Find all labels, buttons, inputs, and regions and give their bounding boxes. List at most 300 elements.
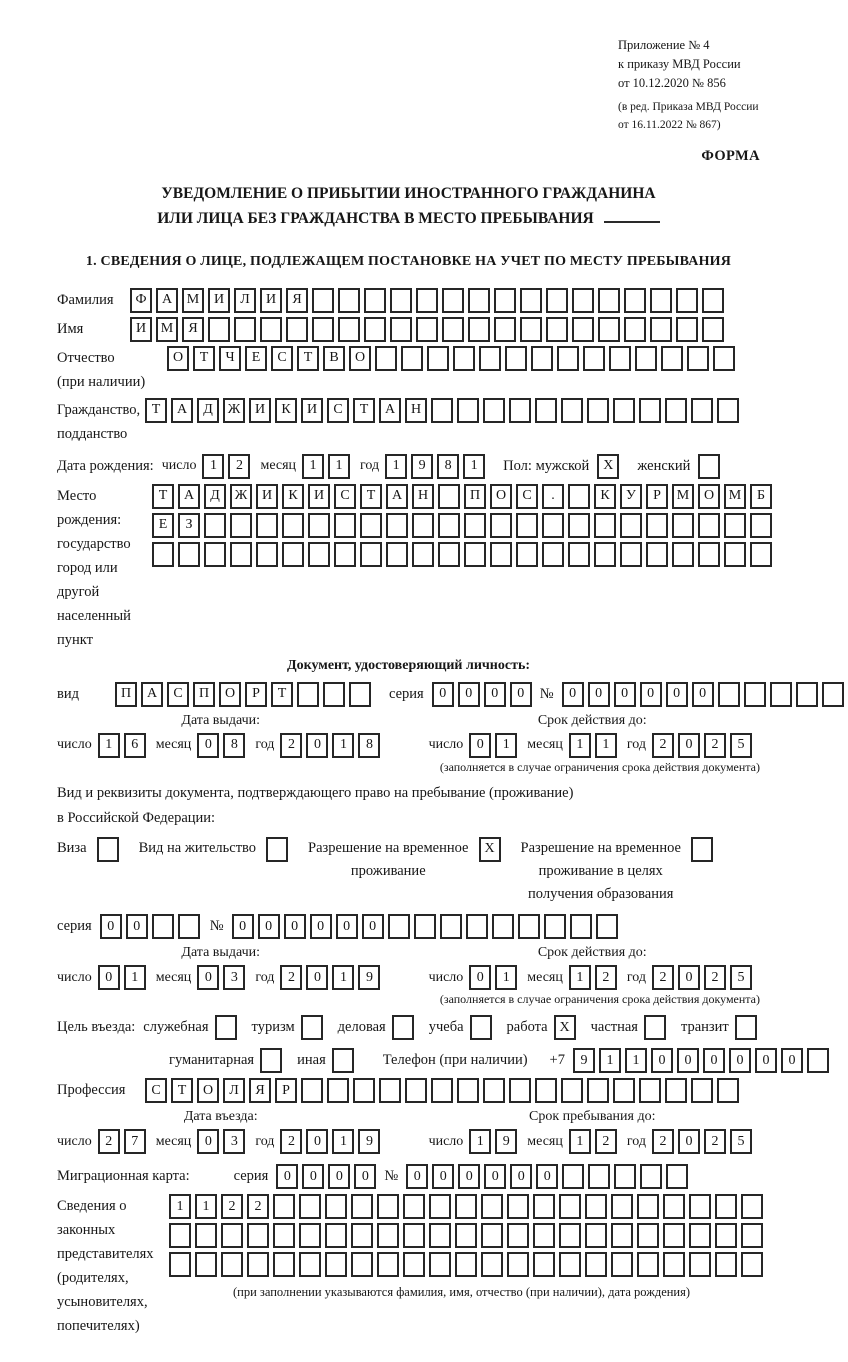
cell[interactable]: [221, 1223, 243, 1248]
cell[interactable]: 0: [536, 1164, 558, 1189]
cell[interactable]: [559, 1223, 581, 1248]
cell[interactable]: 0: [258, 914, 280, 939]
cell[interactable]: [715, 1252, 737, 1277]
cell[interactable]: [585, 1223, 607, 1248]
cell[interactable]: 0: [614, 682, 636, 707]
cell[interactable]: Л: [223, 1078, 245, 1103]
cell[interactable]: [386, 542, 408, 567]
cell[interactable]: [698, 542, 720, 567]
cell[interactable]: 2: [280, 1129, 302, 1154]
cell[interactable]: Т: [271, 682, 293, 707]
cell[interactable]: [715, 1223, 737, 1248]
cell[interactable]: 2: [704, 1129, 726, 1154]
cell[interactable]: [230, 513, 252, 538]
cell[interactable]: 3: [223, 1129, 245, 1154]
cell[interactable]: [405, 1078, 427, 1103]
cell[interactable]: [717, 398, 739, 423]
cell[interactable]: 0: [432, 1164, 454, 1189]
cell[interactable]: [676, 317, 698, 342]
cell[interactable]: [323, 682, 345, 707]
purpose-business-checkbox[interactable]: [392, 1015, 414, 1040]
cell[interactable]: [299, 1223, 321, 1248]
cell[interactable]: 1: [302, 454, 324, 479]
cell[interactable]: [614, 1164, 636, 1189]
cell[interactable]: [516, 513, 538, 538]
cell[interactable]: 0: [781, 1048, 803, 1073]
cell[interactable]: 0: [677, 1048, 699, 1073]
cell[interactable]: [325, 1194, 347, 1219]
cell[interactable]: А: [178, 484, 200, 509]
cell[interactable]: [672, 542, 694, 567]
cell[interactable]: 2: [228, 454, 250, 479]
cell[interactable]: И: [256, 484, 278, 509]
cell[interactable]: [724, 542, 746, 567]
cell[interactable]: 1: [569, 1129, 591, 1154]
cell[interactable]: [431, 1078, 453, 1103]
cell[interactable]: 0: [362, 914, 384, 939]
cell[interactable]: 0: [666, 682, 688, 707]
cell[interactable]: [494, 317, 516, 342]
cell[interactable]: [620, 513, 642, 538]
cell[interactable]: [646, 513, 668, 538]
cell[interactable]: [691, 1078, 713, 1103]
cell[interactable]: [639, 398, 661, 423]
cell[interactable]: 0: [98, 965, 120, 990]
cell[interactable]: [221, 1252, 243, 1277]
cell[interactable]: [390, 317, 412, 342]
cell[interactable]: 2: [247, 1194, 269, 1219]
cell[interactable]: [247, 1223, 269, 1248]
cell[interactable]: [807, 1048, 829, 1073]
cell[interactable]: [637, 1252, 659, 1277]
cell[interactable]: [169, 1223, 191, 1248]
cell[interactable]: [338, 317, 360, 342]
cell[interactable]: 9: [495, 1129, 517, 1154]
cell[interactable]: [377, 1252, 399, 1277]
cell[interactable]: У: [620, 484, 642, 509]
cell[interactable]: Д: [204, 484, 226, 509]
cell[interactable]: [360, 542, 382, 567]
cell[interactable]: 6: [124, 733, 146, 758]
cell[interactable]: [663, 1194, 685, 1219]
cell[interactable]: [822, 682, 844, 707]
cell[interactable]: [598, 317, 620, 342]
cell[interactable]: [505, 346, 527, 371]
cell[interactable]: [533, 1252, 555, 1277]
cell[interactable]: 0: [469, 733, 491, 758]
cell[interactable]: Е: [152, 513, 174, 538]
cell[interactable]: [596, 914, 618, 939]
cell[interactable]: [412, 513, 434, 538]
cell[interactable]: [559, 1252, 581, 1277]
cell[interactable]: [796, 682, 818, 707]
cell[interactable]: Р: [245, 682, 267, 707]
cell[interactable]: С: [271, 346, 293, 371]
cell[interactable]: З: [178, 513, 200, 538]
cell[interactable]: 0: [678, 1129, 700, 1154]
cell[interactable]: [338, 288, 360, 313]
cell[interactable]: 1: [332, 1129, 354, 1154]
cell[interactable]: [646, 542, 668, 567]
cell[interactable]: 1: [195, 1194, 217, 1219]
cell[interactable]: [624, 317, 646, 342]
cell[interactable]: 1: [495, 733, 517, 758]
cell[interactable]: [377, 1223, 399, 1248]
cell[interactable]: 7: [124, 1129, 146, 1154]
cell[interactable]: 2: [221, 1194, 243, 1219]
cell[interactable]: С: [145, 1078, 167, 1103]
cell[interactable]: 0: [232, 914, 254, 939]
cell[interactable]: [635, 346, 657, 371]
cell[interactable]: С: [167, 682, 189, 707]
cell[interactable]: [741, 1194, 763, 1219]
cell[interactable]: [568, 513, 590, 538]
cell[interactable]: [390, 288, 412, 313]
cell[interactable]: Л: [234, 288, 256, 313]
cell[interactable]: [518, 914, 540, 939]
cell[interactable]: [152, 542, 174, 567]
cell[interactable]: [535, 1078, 557, 1103]
cell[interactable]: [351, 1194, 373, 1219]
cell[interactable]: [152, 914, 174, 939]
cell[interactable]: [533, 1194, 555, 1219]
cell[interactable]: О: [490, 484, 512, 509]
cell[interactable]: 5: [730, 1129, 752, 1154]
cell[interactable]: [273, 1223, 295, 1248]
cell[interactable]: [308, 513, 330, 538]
cell[interactable]: [611, 1194, 633, 1219]
cell[interactable]: П: [464, 484, 486, 509]
cell[interactable]: [386, 513, 408, 538]
cell[interactable]: Т: [297, 346, 319, 371]
cell[interactable]: [561, 1078, 583, 1103]
visa-checkbox[interactable]: [97, 837, 119, 862]
cell[interactable]: 2: [704, 965, 726, 990]
cell[interactable]: О: [167, 346, 189, 371]
cell[interactable]: [312, 317, 334, 342]
cell[interactable]: [507, 1252, 529, 1277]
cell[interactable]: [741, 1223, 763, 1248]
cell[interactable]: [546, 288, 568, 313]
cell[interactable]: [464, 513, 486, 538]
cell[interactable]: 0: [651, 1048, 673, 1073]
cell[interactable]: [585, 1194, 607, 1219]
cell[interactable]: [312, 288, 334, 313]
cell[interactable]: 0: [484, 682, 506, 707]
cell[interactable]: 1: [332, 965, 354, 990]
cell[interactable]: [613, 1078, 635, 1103]
cell[interactable]: [455, 1194, 477, 1219]
cell[interactable]: [481, 1194, 503, 1219]
cell[interactable]: 0: [458, 1164, 480, 1189]
cell[interactable]: 0: [510, 1164, 532, 1189]
cell[interactable]: [676, 288, 698, 313]
cell[interactable]: [466, 914, 488, 939]
cell[interactable]: 2: [652, 1129, 674, 1154]
cell[interactable]: 0: [336, 914, 358, 939]
cell[interactable]: О: [219, 682, 241, 707]
cell[interactable]: [598, 288, 620, 313]
cell[interactable]: [360, 513, 382, 538]
cell[interactable]: [702, 288, 724, 313]
cell[interactable]: [744, 682, 766, 707]
cell[interactable]: [429, 1194, 451, 1219]
cell[interactable]: [741, 1252, 763, 1277]
cell[interactable]: 8: [223, 733, 245, 758]
cell[interactable]: М: [182, 288, 204, 313]
cell[interactable]: 0: [562, 682, 584, 707]
cell[interactable]: 0: [306, 733, 328, 758]
temp-residence-education-checkbox[interactable]: [691, 837, 713, 862]
cell[interactable]: Т: [360, 484, 382, 509]
cell[interactable]: Т: [353, 398, 375, 423]
cell[interactable]: Е: [245, 346, 267, 371]
purpose-tourism-checkbox[interactable]: [301, 1015, 323, 1040]
cell[interactable]: [334, 513, 356, 538]
cell[interactable]: [572, 288, 594, 313]
cell[interactable]: 0: [510, 682, 532, 707]
cell[interactable]: С: [327, 398, 349, 423]
cell[interactable]: [750, 542, 772, 567]
cell[interactable]: П: [115, 682, 137, 707]
cell[interactable]: [468, 288, 490, 313]
cell[interactable]: [624, 288, 646, 313]
cell[interactable]: [666, 1164, 688, 1189]
cell[interactable]: 1: [332, 733, 354, 758]
cell[interactable]: 1: [124, 965, 146, 990]
cell[interactable]: [520, 317, 542, 342]
cell[interactable]: [412, 542, 434, 567]
cell[interactable]: [637, 1223, 659, 1248]
cell[interactable]: [613, 398, 635, 423]
cell[interactable]: Ж: [223, 398, 245, 423]
cell[interactable]: [665, 398, 687, 423]
cell[interactable]: И: [208, 288, 230, 313]
cell[interactable]: [325, 1223, 347, 1248]
cell[interactable]: 0: [678, 733, 700, 758]
cell[interactable]: 2: [595, 965, 617, 990]
cell[interactable]: [349, 682, 371, 707]
cell[interactable]: [297, 682, 319, 707]
cell[interactable]: Ф: [130, 288, 152, 313]
cell[interactable]: [520, 288, 542, 313]
cell[interactable]: И: [249, 398, 271, 423]
cell[interactable]: [544, 914, 566, 939]
cell[interactable]: [401, 346, 423, 371]
cell[interactable]: [663, 1252, 685, 1277]
cell[interactable]: [438, 513, 460, 538]
cell[interactable]: [568, 484, 590, 509]
cell[interactable]: [535, 398, 557, 423]
cell[interactable]: [377, 1194, 399, 1219]
cell[interactable]: 1: [569, 733, 591, 758]
cell[interactable]: 8: [358, 733, 380, 758]
cell[interactable]: 1: [569, 965, 591, 990]
cell[interactable]: [364, 317, 386, 342]
cell[interactable]: [429, 1252, 451, 1277]
cell[interactable]: 0: [678, 965, 700, 990]
cell[interactable]: [698, 513, 720, 538]
cell[interactable]: [299, 1252, 321, 1277]
cell[interactable]: Я: [182, 317, 204, 342]
cell[interactable]: Р: [646, 484, 668, 509]
cell[interactable]: [247, 1252, 269, 1277]
cell[interactable]: [507, 1194, 529, 1219]
cell[interactable]: 0: [310, 914, 332, 939]
cell[interactable]: [457, 1078, 479, 1103]
cell[interactable]: [438, 484, 460, 509]
cell[interactable]: [481, 1223, 503, 1248]
cell[interactable]: 1: [463, 454, 485, 479]
cell[interactable]: [650, 317, 672, 342]
cell[interactable]: 0: [469, 965, 491, 990]
cell[interactable]: [375, 346, 397, 371]
cell[interactable]: [546, 317, 568, 342]
purpose-private-checkbox[interactable]: [644, 1015, 666, 1040]
cell[interactable]: В: [323, 346, 345, 371]
cell[interactable]: 0: [588, 682, 610, 707]
residence-permit-checkbox[interactable]: [266, 837, 288, 862]
cell[interactable]: [334, 542, 356, 567]
cell[interactable]: [416, 288, 438, 313]
cell[interactable]: Ж: [230, 484, 252, 509]
cell[interactable]: 5: [730, 965, 752, 990]
cell[interactable]: К: [282, 484, 304, 509]
cell[interactable]: [440, 914, 462, 939]
cell[interactable]: [594, 542, 616, 567]
cell[interactable]: 0: [197, 1129, 219, 1154]
cell[interactable]: 1: [202, 454, 224, 479]
cell[interactable]: Ч: [219, 346, 241, 371]
cell[interactable]: Я: [286, 288, 308, 313]
cell[interactable]: [509, 1078, 531, 1103]
cell[interactable]: [594, 513, 616, 538]
cell[interactable]: 0: [306, 1129, 328, 1154]
sex-female-checkbox[interactable]: [698, 454, 720, 479]
cell[interactable]: К: [275, 398, 297, 423]
cell[interactable]: А: [379, 398, 401, 423]
purpose-transit-checkbox[interactable]: [735, 1015, 757, 1040]
cell[interactable]: [427, 346, 449, 371]
cell[interactable]: [286, 317, 308, 342]
cell[interactable]: Т: [193, 346, 215, 371]
cell[interactable]: 0: [197, 733, 219, 758]
cell[interactable]: [327, 1078, 349, 1103]
cell[interactable]: 0: [703, 1048, 725, 1073]
cell[interactable]: 1: [469, 1129, 491, 1154]
cell[interactable]: О: [698, 484, 720, 509]
cell[interactable]: [429, 1223, 451, 1248]
cell[interactable]: 2: [652, 965, 674, 990]
cell[interactable]: 5: [730, 733, 752, 758]
cell[interactable]: [587, 1078, 609, 1103]
cell[interactable]: 0: [276, 1164, 298, 1189]
cell[interactable]: [256, 542, 278, 567]
purpose-study-checkbox[interactable]: [470, 1015, 492, 1040]
cell[interactable]: 0: [306, 965, 328, 990]
cell[interactable]: 1: [98, 733, 120, 758]
cell[interactable]: [713, 346, 735, 371]
cell[interactable]: [403, 1223, 425, 1248]
cell[interactable]: [557, 346, 579, 371]
cell[interactable]: А: [171, 398, 193, 423]
cell[interactable]: [468, 317, 490, 342]
cell[interactable]: 0: [729, 1048, 751, 1073]
cell[interactable]: [542, 542, 564, 567]
cell[interactable]: [691, 398, 713, 423]
cell[interactable]: И: [308, 484, 330, 509]
cell[interactable]: [661, 346, 683, 371]
cell[interactable]: О: [349, 346, 371, 371]
cell[interactable]: 0: [640, 682, 662, 707]
cell[interactable]: 0: [197, 965, 219, 990]
cell[interactable]: 0: [692, 682, 714, 707]
cell[interactable]: [533, 1223, 555, 1248]
cell[interactable]: [689, 1223, 711, 1248]
cell[interactable]: [453, 346, 475, 371]
cell[interactable]: [308, 542, 330, 567]
cell[interactable]: [178, 914, 200, 939]
cell[interactable]: Д: [197, 398, 219, 423]
cell[interactable]: [464, 542, 486, 567]
cell[interactable]: 1: [495, 965, 517, 990]
cell[interactable]: [273, 1252, 295, 1277]
cell[interactable]: 9: [358, 965, 380, 990]
cell[interactable]: [559, 1194, 581, 1219]
cell[interactable]: 2: [595, 1129, 617, 1154]
cell[interactable]: [718, 682, 740, 707]
cell[interactable]: [687, 346, 709, 371]
cell[interactable]: 1: [599, 1048, 621, 1073]
cell[interactable]: [325, 1252, 347, 1277]
cell[interactable]: [689, 1194, 711, 1219]
cell[interactable]: [562, 1164, 584, 1189]
cell[interactable]: 0: [458, 682, 480, 707]
cell[interactable]: 8: [437, 454, 459, 479]
cell[interactable]: [431, 398, 453, 423]
cell[interactable]: [195, 1252, 217, 1277]
cell[interactable]: Я: [249, 1078, 271, 1103]
cell[interactable]: [587, 398, 609, 423]
cell[interactable]: [299, 1194, 321, 1219]
cell[interactable]: 0: [284, 914, 306, 939]
cell[interactable]: 2: [280, 733, 302, 758]
cell[interactable]: Б: [750, 484, 772, 509]
cell[interactable]: И: [130, 317, 152, 342]
cell[interactable]: [442, 288, 464, 313]
cell[interactable]: [403, 1194, 425, 1219]
cell[interactable]: [665, 1078, 687, 1103]
cell[interactable]: М: [724, 484, 746, 509]
cell[interactable]: [234, 317, 256, 342]
cell[interactable]: 1: [169, 1194, 191, 1219]
cell[interactable]: [230, 542, 252, 567]
cell[interactable]: 1: [625, 1048, 647, 1073]
cell[interactable]: 0: [432, 682, 454, 707]
cell[interactable]: [637, 1194, 659, 1219]
cell[interactable]: [570, 914, 592, 939]
cell[interactable]: [479, 346, 501, 371]
cell[interactable]: [650, 288, 672, 313]
cell[interactable]: 1: [595, 733, 617, 758]
cell[interactable]: [204, 542, 226, 567]
cell[interactable]: [492, 914, 514, 939]
cell[interactable]: [351, 1252, 373, 1277]
cell[interactable]: М: [156, 317, 178, 342]
cell[interactable]: 2: [98, 1129, 120, 1154]
cell[interactable]: [195, 1223, 217, 1248]
cell[interactable]: [689, 1252, 711, 1277]
